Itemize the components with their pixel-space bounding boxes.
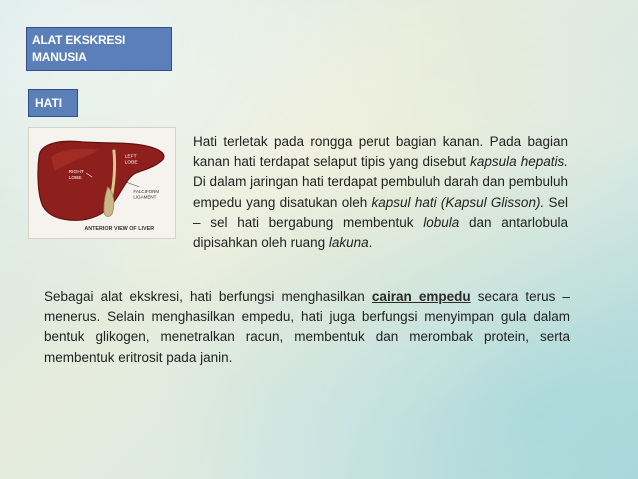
title-line-2: MANUSIA [32, 50, 87, 64]
image-caption: ANTERIOR VIEW OF LIVER [84, 226, 155, 233]
subtitle-box [28, 89, 78, 117]
para1-text-2: Di dalam jaringan hati terdapat pembuluh darah dan pembuluh empedu yang disatukan oleh [193, 174, 568, 210]
title-box [26, 27, 172, 71]
subtitle: HATI [35, 96, 63, 110]
paragraph-liver-function [44, 287, 570, 368]
label-right-lobe-1: RIGHT [68, 170, 84, 176]
label-left-lobe-1: LEFT [124, 154, 137, 160]
title-line-1: ALAT EKSKRESI [32, 33, 126, 47]
para2-text-1: Sebagai alat ekskresi, hati berfungsi menghasilkan [44, 289, 372, 304]
para1-text-4: dan antarlobula dipisahkan oleh ruang [193, 214, 568, 251]
para1-text-5: . [368, 235, 373, 251]
term-lakuna: lakuna [328, 235, 369, 251]
liver-shape [38, 141, 164, 220]
label-falciform-1: FALCIFORM [133, 188, 160, 194]
liver-illustration [29, 128, 175, 238]
label-falciform-2: LIGAMENT [133, 194, 157, 200]
label-left-lobe-2: LOBE [124, 160, 138, 166]
term-cairan-empedu: cairan empedu [371, 289, 471, 304]
term-kapsula-hepatis: kapsula hepatis. [470, 154, 569, 170]
term-lobula: lobula [423, 214, 460, 230]
paragraph-liver-description [193, 132, 568, 253]
term-kapsul-glisson: kapsul hati (Kapsul Glisson). [371, 194, 545, 210]
para1-text-3: Sel – sel hati bergabung membentuk [193, 194, 568, 230]
para1-text-1: Hati terletak pada rongga perut bagian kanan. Pada bagian kanan hati terdapat selaput tipis yang disebut [193, 134, 568, 170]
liver-image [28, 127, 176, 239]
label-right-lobe-2: LOBE [68, 176, 82, 182]
para2-text-2: secara terus – menerus. Selain menghasilkan empedu, hati juga berfungsi menyimpan gula dalam bentuk glikogen, menetralkan racun, membentuk dan merombak protein, serta membentuk eritrosit pada janin. [44, 289, 571, 365]
